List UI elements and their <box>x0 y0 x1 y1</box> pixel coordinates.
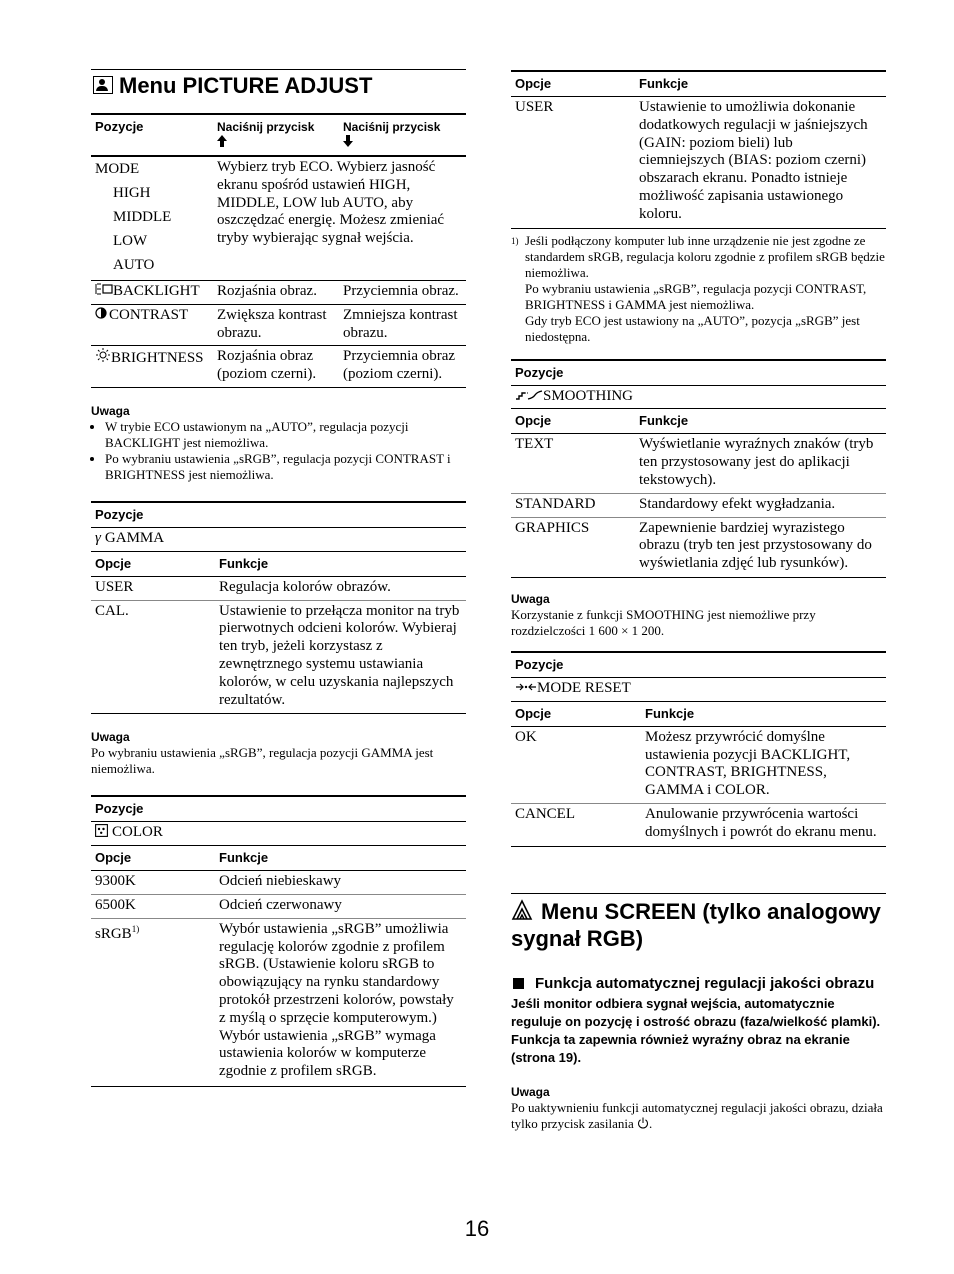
mode-item: MODE <box>95 161 140 177</box>
page-number: 16 <box>464 1216 490 1241</box>
note1 <box>91 419 466 483</box>
note2-title: Uwaga <box>91 730 130 745</box>
color-cont-header-opcje: Opcje <box>515 76 552 91</box>
gamma-header-funkcje: Funkcje <box>215 551 466 576</box>
brightness-icon <box>95 348 111 362</box>
auto-adjust-subheading: Funkcja automatycznej regulacji jakości obrazu <box>511 974 886 993</box>
footnote-line: Gdy tryb ECO jest ustawiony na „AUTO”, pozycja „sRGB” jest niedostępna. <box>525 312 860 344</box>
note1-item: • W trybie ECO ustawionym na „AUTO”, regulacja pozycji BACKLIGHT jest niemożliwa. <box>105 419 466 451</box>
note3: Korzystanie z funkcji SMOOTHING jest niemożliwe przy rozdzielczości 1 600 × 1 200. <box>511 606 816 638</box>
reset-header-opcje: Opcje <box>511 701 641 726</box>
gamma-header-pozycje: Pozycje <box>95 506 144 522</box>
table-row: 6500K Odcień czerwonawy <box>91 894 466 918</box>
note1-item: • Po wybraniu ustawienia „sRGB”, regulacja pozycji CONTRAST i BRIGHTNESS jest niemożliwa. <box>105 451 466 483</box>
arrow-up-icon <box>217 135 227 147</box>
color-icon <box>95 824 108 837</box>
smoothing-table <box>511 359 886 578</box>
mode-auto: AUTO <box>113 257 155 273</box>
contrast-label: CONTRAST <box>109 306 189 323</box>
smoothing-header-pozycje: Pozycje <box>515 364 564 380</box>
mode-row <box>91 156 466 281</box>
table-row: 9300K Odcień niebieskawy <box>91 871 466 895</box>
backlight-icon <box>95 283 113 295</box>
screen-title: Menu SCREEN (tylko analogowy sygnał RGB) <box>511 898 881 951</box>
backlight-row <box>91 281 466 305</box>
auto-adjust-lead: Jeśli monitor odbiera sygnał wejścia, automatycznie reguluje on pozycję i ostrość obrazu (faza/wielkość plamki). Funkcja ta zapewnia również wyraźny obraz na ekranie (strona 19). <box>511 995 881 1065</box>
color-header-opcje: Opcje <box>91 846 215 871</box>
contrast-up: Zwiększa kontrast obrazu. <box>213 304 339 346</box>
table-row: GRAPHICS Zapewnienie bardziej wyrazistego obrazu (tryb ten jest przystosowany do wyświetlania zdjęć lub rysunków). <box>511 517 886 577</box>
header-pozycje: Pozycje <box>95 119 144 134</box>
picture-adjust-table <box>91 113 466 388</box>
note1-title: Uwaga <box>91 403 130 418</box>
table-row: STANDARD Standardowy efekt wygładzania. <box>511 493 886 517</box>
footnote-mark: 1) <box>511 235 519 246</box>
smoothing-icon <box>515 389 543 401</box>
mode-low: LOW <box>113 233 148 249</box>
color-header-pozycje: Pozycje <box>95 801 144 817</box>
table-row: CANCEL Anulowanie przywrócenia wartości domyślnych i powrót do ekranu menu. <box>511 803 886 846</box>
picture-adjust-heading <box>91 69 466 107</box>
contrast-icon <box>95 307 109 319</box>
gamma-label: GAMMA <box>104 529 165 546</box>
mode-middle: MIDDLE <box>113 209 172 225</box>
gamma-header-opcje: Opcje <box>91 551 215 576</box>
header-press-down: Naciśnij przycisk <box>339 114 466 156</box>
header-press-up: Naciśnij przycisk <box>213 114 339 156</box>
screen-heading <box>511 893 886 952</box>
table-header-row <box>91 114 466 156</box>
reset-header-pozycje: Pozycje <box>515 656 564 672</box>
footnote-line: Jeśli podłączony komputer lub inne urządzenie nie jest zgodne ze standardem sRGB, regulacja koloru zgodnie z profilem sRGB będzie niemożliwa. <box>525 232 885 280</box>
backlight-up: Rozjaśnia obraz. <box>213 281 339 305</box>
backlight-label: BACKLIGHT <box>113 283 200 299</box>
bullet-square-icon <box>513 978 524 989</box>
color-cont-table <box>511 70 886 229</box>
color-table <box>91 795 466 1087</box>
brightness-label: BRIGHTNESS <box>111 350 204 367</box>
note2: Po wybraniu ustawienia „sRGB”, regulacja pozycji GAMMA jest niemożliwa. <box>91 745 434 777</box>
smoothing-header-funkcje: Funkcje <box>635 409 886 434</box>
arrow-down-icon <box>343 135 353 147</box>
note4-title: Uwaga <box>511 1084 550 1099</box>
power-icon <box>637 1117 649 1129</box>
color-cont-header-funkcje: Funkcje <box>639 76 689 91</box>
smoothing-header-opcje: Opcje <box>511 409 635 434</box>
smoothing-label: SMOOTHING <box>543 387 633 404</box>
table-row: CAL. Ustawienie to przełącza monitor na tryb pierwotnych odcieni kolorów. Wybieraj ten tryb, jeżeli korzystasz z zewnętrznego systemu ustawiania kolorów, w celu uzyskania najlepszych rezultatów. <box>91 600 466 714</box>
table-row: TEXT Wyświetlanie wyraźnych znaków (tryb ten przystosowany jest do aplikacji tekstowych). <box>511 434 886 493</box>
mode-reset-table <box>511 651 886 847</box>
color-label: COLOR <box>112 824 163 841</box>
color-header-funkcje: Funkcje <box>215 846 466 871</box>
mode-reset-icon <box>515 682 537 692</box>
footnote-line: Po wybraniu ustawienia „sRGB”, regulacja pozycji CONTRAST, BRIGHTNESS i GAMMA jest niemożliwa. <box>525 280 867 312</box>
picture-adjust-icon <box>93 76 113 94</box>
brightness-row <box>91 346 466 388</box>
note3-title: Uwaga <box>511 591 550 606</box>
footnote <box>511 233 886 345</box>
right-column <box>511 70 886 1132</box>
table-row: sRGB$^{1)}$ Wybór ustawienia „sRGB” umożliwia regulację kolorów zgodnie z profilem sRGB. (Ustawienie koloru sRGB to obowiązujący na rynku standardowy protokół przestrzeni kolorów, powstały z myślą o sprzęcie komputerowym.) Wybór ustawienia „sRGB” wymaga ustawienia kolorów w komputerze zgodnie z profilem sRGB. <box>91 918 466 1086</box>
brightness-down: Przyciemnia obraz (poziom czerni). <box>339 346 466 388</box>
screen-menu-icon <box>511 899 537 921</box>
table-row: USER Regulacja kolorów obrazów. <box>91 576 466 600</box>
mode-high: HIGH <box>113 185 151 201</box>
backlight-down: Przyciemnia obraz. <box>339 281 466 305</box>
contrast-row <box>91 304 466 346</box>
table-row: OK Możesz przywrócić domyślne ustawienia pozycji BACKLIGHT, CONTRAST, BRIGHTNESS, GAMMA i COLOR. <box>511 726 886 803</box>
gamma-table <box>91 501 466 714</box>
gamma-icon: γ <box>95 529 101 546</box>
brightness-up: Rozjaśnia obraz (poziom czerni). <box>213 346 339 388</box>
reset-header-funkcje: Funkcje <box>641 701 886 726</box>
note4: Po uaktywnieniu funkcji automatycznej regulacji jakości obrazu, działa tylko przycisk zasilania . <box>511 1099 883 1131</box>
mode-reset-label: MODE RESET <box>537 679 631 696</box>
table-row: USER Ustawienie to umożliwia dokonanie dodatkowych regulacji w jaśniejszych (GAIN: poziom bieli) lub ciemniejszych (BIAS: poziom czerni) obszarach ekranu. Ponadto istnieje możliwość zapisania ustawionego koloru. <box>511 97 886 229</box>
mode-desc: Wybierz tryb ECO. Wybierz jasność ekranu spośród ustawień HIGH, MIDDLE, LOW lub AUTO, aby oszczędzać energię. Możesz zmieniać tryby wybierając sygnał wejścia. <box>213 156 466 281</box>
left-column <box>91 69 466 1087</box>
picture-adjust-title: Menu PICTURE ADJUST <box>119 73 373 98</box>
contrast-down: Zmniejsza kontrast obrazu. <box>339 304 466 346</box>
